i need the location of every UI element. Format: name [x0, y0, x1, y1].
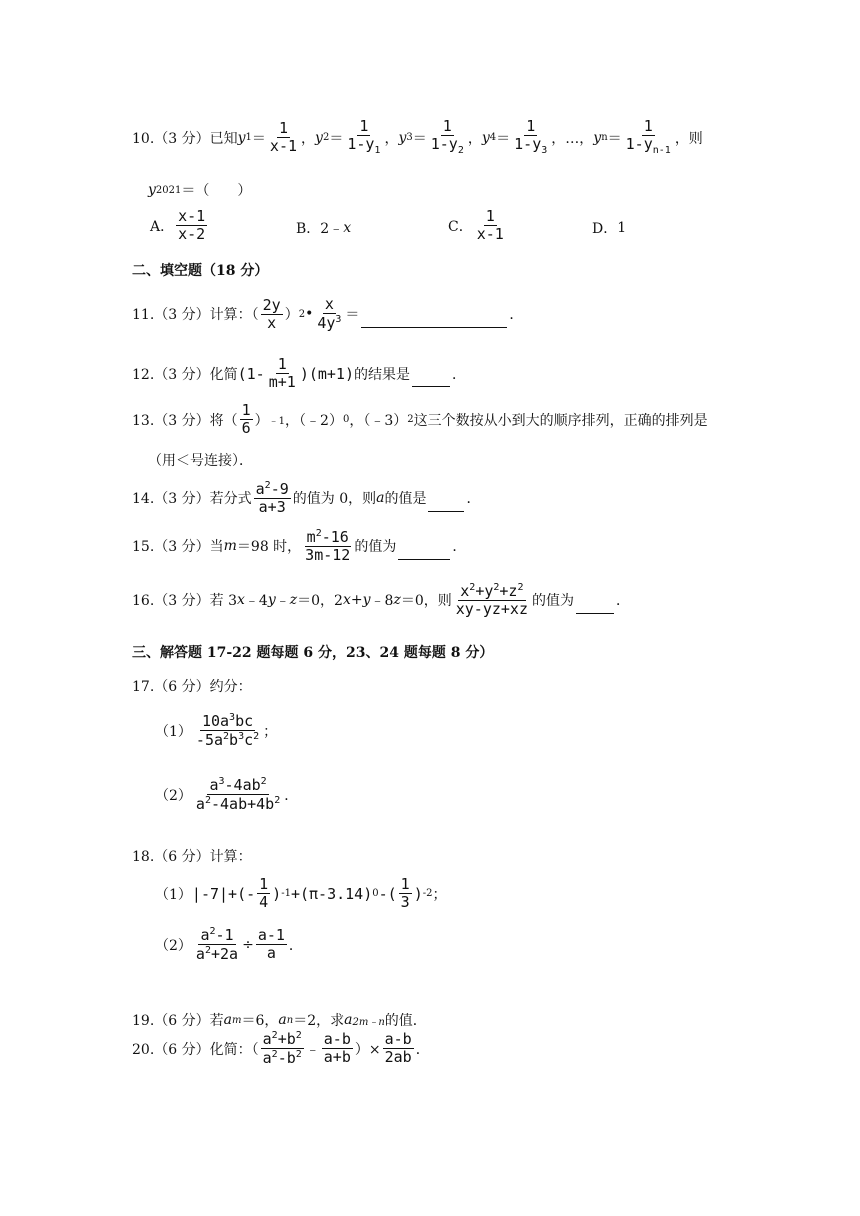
question-11: 11.（3 分）计算：（ $\frac{2y}{x}$ ） 2 • $\frac{x}{4y^3}$ ＝ ．	[132, 295, 524, 332]
fraction: $\frac{1}{1-y_1}$	[347, 117, 381, 156]
question-17: 17.（6 分）约分：	[132, 679, 252, 695]
question-20: 20.（6 分）化简：（ $\frac{a^2+b^2}{a^2-b^2}$ ﹣ $\frac{a-b}{a+b}$ ）× $\frac{a-b}{2ab}$ ．	[132, 1030, 430, 1067]
option-b: B． 2﹣ x	[296, 220, 352, 237]
question-13-line2: （用＜号连接）．	[148, 453, 253, 469]
question-18-part-1: （1） |-7|+(- $\frac{1}{4}$ ) -1 +(π-3.14) 0 -( $\frac{1}{3}$ ) -2 ；	[155, 875, 447, 911]
question-10-line2: y 2021 ＝（ ）	[148, 182, 252, 199]
question-18: 18.（6 分）计算：	[132, 849, 252, 865]
question-10: 10.（3 分）已知 y 1 ＝ $\frac{1}{x-1}$ ， y 2 ＝ $\frac{1}{1-y_1}$ ， y 3 ＝ $\frac{1}{1-y_2}$ ， y 4 ＝ $\frac{1}{1-y_3}$ ，…， y n ＝ $\frac{1}{1-y_{n-1}}$ ，则	[132, 117, 703, 156]
section-2-heading: 二、填空题（18 分）	[132, 263, 269, 279]
question-15: 15.（3 分）当 m ＝98 时， $\frac{m^2-16}{3m-12}$ 的值为 ．	[132, 528, 467, 564]
fraction: $\frac{1}{1-y_3}$	[514, 117, 548, 156]
question-16: 16.（3 分）若 3 x ﹣4 y ﹣ z ＝0，2 x + y ﹣8 z ＝0，则 $\frac{x^2+y^2+z^2}{xy-yz+xz}$ 的值为 ．	[132, 582, 630, 618]
question-17-part-1: （1） $\frac{10a^3bc}{-5a^2b^3c^2}$ ；	[155, 712, 278, 749]
answer-blank[interactable]	[412, 385, 450, 387]
question-14: 14.（3 分）若分式 $\frac{a^2-9}{a+3}$ 的值为 0，则 a 的值是 ．	[132, 480, 481, 516]
option-a: A． $\frac{x-1}{x-2}$	[150, 207, 206, 243]
answer-blank[interactable]	[576, 612, 614, 614]
answer-blank[interactable]	[428, 510, 464, 512]
fraction: $\frac{1}{1-y_{n-1}}$	[625, 117, 671, 156]
question-17-part-2: （2） $\frac{a^3-4ab^2}{a^2-4ab+4b^2}$ ．	[155, 776, 299, 813]
option-c: C． $\frac{1}{x-1}$	[448, 207, 504, 243]
option-d: D． 1	[592, 220, 627, 237]
answer-blank[interactable]	[398, 558, 450, 560]
section-3-heading: 三、解答题 17-22 题每题 6 分，23、24 题每题 8 分）	[132, 645, 494, 661]
answer-blank[interactable]	[361, 326, 507, 328]
question-19: 19.（6 分）若 a m ＝6， a n ＝2，求 a 2m﹣n 的值．	[132, 1012, 427, 1029]
fraction: $\frac{1}{x-1}$	[269, 119, 298, 155]
fraction: $\frac{1}{1-y_2}$	[430, 117, 464, 156]
question-12: 12.（3 分）化简 (1- $\frac{1}{m+1}$ )(m+1) 的结果是 ．	[132, 355, 466, 391]
question-18-part-2: （2） $\frac{a^2-1}{a^2+2a}$ ÷ $\frac{a-1}{a}$ ．	[155, 926, 303, 963]
question-13: 13.（3 分）将（ $\frac{1}{6}$ ） ﹣1 ，（﹣2） 0 ，（﹣3） 2 这三个数按从小到大的顺序排列，正确的排列是	[132, 401, 708, 437]
